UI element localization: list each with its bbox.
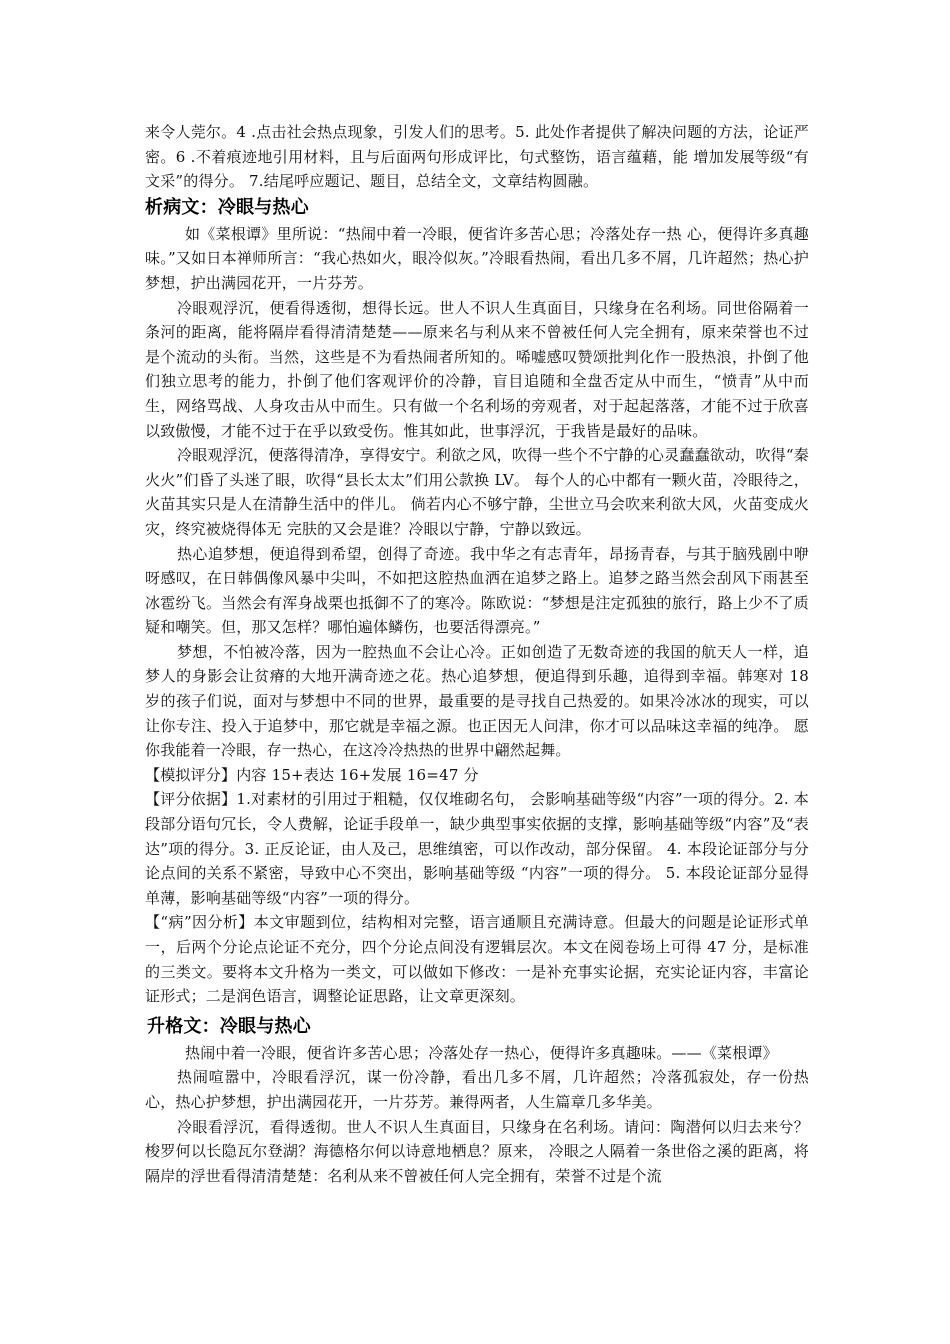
body-paragraph: 冷眼观浮沉，便看得透彻，想得长远。世人不识人生真面目，只缘身在名利场。同世俗隔着一条河的距离，能将隔岸看得清清楚楚——原来名与利从来不曾被任何人完全拥有，原来荣誉也不过是个流动的头衔。当然，这些是不为看热闹者所知的。唏嘘感叹赞颂批判化作一股热浪，扑倒了他们独立思考的能力，扑倒了他们客观评价的冷静，盲目追随和全盘否定从中而生，“愤青”从中而生，网络骂战、人身攻击从中而生。只有做一个名利场的旁观者，对于起起落落，才能不过于欣喜以致傲慢，才能不过于在乎以致受伤。惟其如此，世事浮沉，于我皆是最好的品味。	[145, 298, 809, 440]
body-paragraph: 梦想，不怕被冷落，因为一腔热血不会让心冷。正如创造了无数奇迹的我国的航天人一样，追梦人的身影会让贫瘠的大地开满奇迹之花。热心追梦想，便追得到乐趣，追得到幸福。韩寒对 18 岁的孩子们说，面对与梦想中不同的世界，最重要的是寻找自己热爱的。如果冷冰冰的现实，可以让你专注、投入于追梦中，那它就是幸福之源。也正因无人问津，你才可以品味这幸福的纯净。 愿你我能着一冷眼，存一热心，在这冷冷热热的世界中翩然起舞。	[145, 642, 809, 760]
document-page	[145, 120, 809, 1188]
score-text: 内容 15+表达 16+发展 16=47 分	[236, 765, 479, 784]
basis-label: 【评分依据】	[145, 790, 237, 809]
analysis-text: 本文审题到位，结构相对完整，语言通顺且充满诗意。但最大的问题是论证形式单一，后两个分论点论证不充分，四个分论点间没有逻辑层次。本文在阅卷场上可得 47 分，是标准的三类文。要将本文升格为一类文，可以做如下修改：一是补充事实论据，充实论证内容，丰富论证形式；二是润色语言，调整论证思路，让文章更深刻。	[145, 913, 809, 1006]
body-paragraph: 热闹喧嚣中，冷眼看浮沉，谋一份冷静，看出几多不屑，几许超然；冷落孤寂处，存一份热心，热心护梦想，护出满园花开，一片芬芳。兼得两者，人生篇章几多华美。	[145, 1068, 809, 1111]
section-heading-upgraded-essay: 升格文：冷眼与热心	[147, 1015, 311, 1037]
analysis-label: 【“病”因分析】	[145, 913, 254, 932]
body-paragraph: 如《菜根谭》里所说：“热闹中着一冷眼，便省许多苦心思；冷落处存一热 心，便得许多真趣味。”又如日本禅师所言：“我心热如火，眼冷似灰。”冷眼看热闹，看出几多不屑，几许超然；热心护梦想，护出满园花开，一片芬芳。	[145, 224, 809, 292]
score-line	[145, 763, 809, 788]
epigraph-paragraph: 热闹中着一冷眼，便省许多苦心思；冷落处存一热心，便得许多真趣味。——《菜根谭》	[185, 1043, 778, 1062]
basis-paragraph	[145, 787, 809, 910]
body-paragraph: 冷眼观浮沉，便落得清净，享得安宁。利欲之风，吹得一些个不宁静的心灵蠢蠢欲动，吹得“秦火火”们昏了头迷了眼，吹得“县长太太”们用公款换 LV。 每个人的心中都有一颗火苗，冷眼待之，火苗其实只是人在清静生活中的伴儿。 倘若内心不够宁静，尘世立马会吹来利欲大风，火苗变成火灾，终究被烧得体无 完肤的又会是谁？冷眼以宁静，宁静以致远。	[145, 446, 809, 538]
body-paragraph: 热心追梦想，便追得到希望，创得了奇迹。我中华之有志青年，昂扬青春，与其于脑残剧中咿呀感叹，在日韩偶像风暴中尖叫，不如把这腔热血洒在追梦之路上。追梦之路当然会刮风下雨甚至冰雹纷飞。当然会有浑身战栗也抵御不了的寒冷。陈欧说：“梦想是注定孤独的旅行，路上少不了质疑和嘲笑。但，那又怎样？哪怕遍体鳞伤，也要活得漂亮。”	[145, 544, 809, 637]
basis-text: 1.对素材的引用过于粗糙，仅仅堆砌名句， 会影响基础等级“内容”一项的得分。2. 本段部分语句冗长，令人费解，论证手段单一，缺少典型事实依据的支撑，影响基础等级“内容”及“表达”项的得分。3. 正反论证，由人及己，思维缜密，可以作改动，部分保留。 4. 本段论证部分与分论点间的关系不紧密，导致中心不突出，影响基础等级 “内容”一项的得分。 5. 本段论证部分显得单薄，影响基础等级“内容”一项的得分。	[145, 790, 809, 907]
body-paragraph: 冷眼看浮沉，看得透彻。世人不识人生真面目，只缘身在名利场。请问：陶潜何以归去来兮？梭罗何以长隐瓦尔登湖？海德格尔何以诗意地栖息？原来， 冷眼之人隔着一条世俗之溪的距离，将隔岸的浮世看得清清楚楚：名利从来不曾被任何人完全拥有，荣誉不过是个流	[145, 1117, 809, 1185]
score-label: 【模拟评分】	[145, 765, 237, 784]
analysis-paragraph	[145, 910, 809, 1008]
intro-tail-paragraph: 来令人莞尔。4 .点击社会热点现象，引发人们的思考。5. 此处作者提供了解决问题的方法，论证严密。6 .不着痕迹地引用材料，且与后面两句形成评比，句式整饬，语言蕴藉，能 增加发展等级“有文采”的得分。 7.结尾呼应题记、题目，总结全文，文章结构圆融。	[145, 123, 809, 191]
section-heading-sick-essay: 析病文：冷眼与热心	[145, 196, 309, 218]
